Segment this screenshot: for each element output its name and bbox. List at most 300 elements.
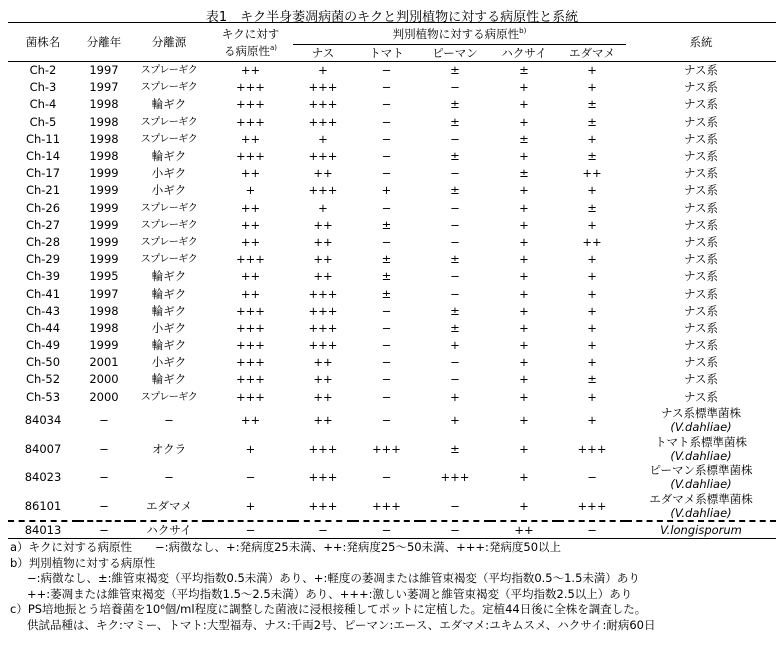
table-row [8, 182, 776, 199]
cell-tomato: − [381, 80, 392, 95]
cell-pepper: − [450, 372, 460, 387]
cell-chrysanthemum: +++ [236, 80, 265, 95]
cell-tomato: − [381, 372, 392, 387]
table-row [8, 131, 776, 148]
lineage-standard-name: エダマメ系標準菌株 [649, 491, 753, 506]
table-row [8, 371, 776, 388]
footnote-c-line2: 供試品種は、キク:マミー、トマト:大型福寿、ナス:千両2号、ピーマン:エース、エダマメ:ユキムスメ、ハクサイ:耐病60日 [27, 617, 656, 632]
cell-chinese-cabbage: + [519, 338, 529, 353]
header-strain: 菌株名 [25, 35, 61, 49]
cell-tomato: − [381, 97, 392, 112]
cell-eggplant: +++ [308, 441, 338, 456]
cell-strain: 84013 [8, 521, 78, 539]
cell-lineage [626, 521, 776, 539]
table-row [8, 389, 776, 406]
cell-chrysanthemum: +++ [236, 97, 265, 112]
cell-year: 1997 [89, 80, 119, 95]
table-row [8, 165, 776, 182]
pathogenicity-table [8, 22, 776, 539]
cell-tomato: − [381, 470, 392, 484]
cell-strain: Ch-50 [25, 355, 61, 370]
cell-tomato: − [353, 521, 420, 539]
cell-edamame: + [587, 80, 597, 95]
table-row [8, 285, 776, 302]
table-row [8, 251, 776, 268]
cell-edamame: ± [587, 114, 597, 129]
cell-edamame: − [558, 521, 626, 539]
cell-eggplant: ++ [313, 252, 333, 267]
cell-year: 1995 [89, 269, 119, 284]
cell-strain: Ch-5 [29, 114, 57, 129]
cell-edamame: + [587, 183, 597, 198]
cell-tomato: − [381, 338, 392, 353]
cell-tomato: − [381, 303, 392, 318]
lineage-species: (V.dahliae) [670, 477, 732, 491]
cell-chinese-cabbage: + [519, 80, 529, 95]
cell-chrysanthemum: − [245, 470, 256, 484]
cell-strain: Ch-29 [25, 252, 61, 267]
cell-edamame: + [587, 389, 597, 404]
cell-chinese-cabbage: + [519, 303, 529, 318]
cell-tomato: − [381, 149, 392, 164]
cell-lineage [626, 434, 776, 463]
cell-chrysanthemum: + [245, 183, 256, 198]
cell-chinese-cabbage: + [519, 441, 529, 456]
cell-edamame: + [587, 217, 597, 232]
cell-tomato: − [381, 166, 392, 181]
cell-pepper: − [450, 286, 460, 301]
table-row [8, 354, 776, 371]
cell-year: − [99, 498, 109, 513]
cell-tomato: − [381, 63, 392, 78]
cell-edamame: ± [587, 149, 597, 164]
lineage-standard-name: ピーマン系標準菌株 [649, 463, 753, 477]
cell-edamame: − [587, 470, 597, 484]
cell-chrysanthemum: ++ [240, 269, 261, 284]
cell-chinese-cabbage: ± [519, 131, 529, 146]
table-row [8, 217, 776, 234]
cell-lineage: ナス系 [683, 303, 719, 318]
table-row [8, 79, 776, 96]
cell-lineage: ナス系 [683, 234, 719, 249]
cell-lineage: ナス系 [683, 63, 719, 78]
cell-year: 1997 [89, 286, 119, 301]
cell-pepper: + [450, 389, 460, 404]
cell-edamame: + [587, 303, 597, 318]
cell-source: スプレーギク [140, 133, 198, 145]
cell-lineage: ナス系 [683, 355, 719, 370]
cell-chrysanthemum: ++ [240, 234, 261, 249]
cell-eggplant: +++ [308, 320, 338, 335]
cell-pepper: ± [450, 303, 460, 318]
cell-eggplant: +++ [308, 498, 338, 513]
cell-tomato: ± [381, 286, 392, 301]
cell-source: 輪ギク [151, 269, 187, 284]
cell-year: 2000 [89, 389, 119, 404]
cell-lineage: ナス系 [683, 286, 719, 301]
cell-tomato: ± [381, 252, 392, 267]
cell-chrysanthemum: + [245, 441, 256, 456]
cell-pepper: ± [450, 320, 460, 335]
cell-source: スプレーギク [140, 236, 198, 248]
header-tomato: トマト [369, 46, 404, 60]
header-source: 分離源 [151, 35, 187, 49]
header-row-1 [8, 23, 776, 45]
cell-source: 小ギク [151, 183, 187, 198]
table-row [8, 234, 776, 251]
table-row [8, 303, 776, 320]
footnote-c-line1: c）PS培地振とう培養菌を10⁶個/ml程度に調整した菌液に浸根接種してポットに定植した。定植44日後に全株を調査した。 [10, 602, 647, 616]
cell-source: 輪ギク [151, 97, 187, 112]
cell-chrysanthemum: + [245, 498, 256, 513]
footnote-marker-b: b) [519, 26, 527, 35]
cell-eggplant: ++ [313, 217, 333, 232]
cell-edamame: + [587, 269, 597, 284]
cell-eggplant: − [293, 521, 353, 539]
cell-pepper: − [450, 200, 460, 215]
cell-pepper: − [450, 498, 460, 513]
cell-year: 1998 [89, 114, 119, 129]
cell-source: − [164, 470, 174, 484]
cell-edamame: +++ [577, 498, 607, 513]
cell-strain: Ch-44 [25, 320, 61, 335]
cell-chrysanthemum: ++ [240, 200, 261, 215]
cell-edamame: +++ [577, 441, 607, 456]
cell-chinese-cabbage: + [519, 200, 529, 215]
cell-chinese-cabbage: + [519, 320, 529, 335]
cell-source: エダマメ [146, 498, 192, 513]
cell-pepper: − [450, 269, 460, 284]
header-lineage: 系統 [689, 35, 713, 49]
standard-strain-row [8, 491, 776, 521]
cell-chrysanthemum: +++ [236, 114, 265, 129]
footnotes [10, 540, 780, 633]
table-row [8, 96, 776, 113]
cell-eggplant: +++ [308, 114, 338, 129]
reference-strain-row [8, 521, 776, 539]
cell-edamame: + [587, 355, 597, 370]
cell-edamame: + [587, 131, 597, 146]
cell-lineage: ナス系 [683, 97, 719, 112]
cell-eggplant: +++ [308, 149, 338, 164]
cell-chrysanthemum: ++ [240, 413, 261, 427]
cell-chrysanthemum: +++ [236, 252, 265, 267]
table-row [8, 200, 776, 217]
cell-eggplant: + [318, 200, 328, 215]
header-eggplant: ナス [311, 46, 335, 60]
footnote-b-line1: −:病徴なし、±:維管束褐変（平均指数0.5未満）あり、+:軽度の萎凋または維管束褐変（平均指数0.5〜1.5未満）あり [27, 571, 640, 585]
table-row [8, 320, 776, 337]
cell-chinese-cabbage: + [519, 269, 529, 284]
cell-lineage: ナス系 [683, 320, 719, 335]
cell-eggplant: ++ [313, 166, 333, 181]
cell-strain: Ch-4 [29, 97, 57, 112]
cell-lineage: ナス系 [683, 252, 719, 267]
cell-chinese-cabbage: + [519, 355, 529, 370]
cell-edamame: ± [587, 200, 597, 215]
cell-lineage: ナス系 [683, 372, 719, 387]
cell-chinese-cabbage: + [519, 470, 529, 484]
cell-chinese-cabbage: + [519, 389, 529, 404]
cell-eggplant: ++ [313, 372, 333, 387]
cell-chinese-cabbage: + [519, 286, 529, 301]
cell-lineage: ナス系 [683, 389, 719, 404]
lineage-species: V.longisporum [660, 522, 742, 537]
cell-edamame: ++ [582, 234, 602, 249]
cell-year: 1999 [89, 338, 119, 353]
cell-eggplant: +++ [308, 97, 338, 112]
cell-chinese-cabbage: + [519, 372, 529, 387]
cell-lineage: ナス系 [683, 338, 719, 353]
cell-year: 2000 [89, 372, 119, 387]
standard-strain-row [8, 463, 776, 492]
cell-eggplant: ++ [313, 355, 333, 370]
cell-strain: Ch-43 [25, 303, 61, 318]
cell-pepper: − [450, 166, 460, 181]
cell-tomato: ± [381, 269, 392, 284]
cell-eggplant: +++ [308, 470, 338, 484]
cell-source: スプレーギク [140, 82, 198, 94]
cell-year: 1999 [89, 183, 119, 198]
cell-strain: Ch-14 [25, 149, 61, 164]
table-row [8, 62, 776, 80]
header-pepper: ピーマン [432, 46, 478, 60]
cell-source: 小ギク [151, 355, 187, 370]
cell-year: 1998 [89, 303, 119, 318]
cell-strain: 84023 [24, 470, 62, 484]
cell-eggplant: ++ [313, 269, 333, 284]
cell-year: 1999 [89, 166, 119, 181]
cell-tomato: − [381, 200, 392, 215]
cell-edamame: ± [587, 97, 597, 112]
cell-lineage [626, 463, 776, 492]
cell-tomato: − [381, 114, 392, 129]
cell-source: スプレーギク [140, 219, 198, 231]
cell-year: 2001 [89, 355, 119, 370]
cell-chrysanthemum: +++ [236, 320, 265, 335]
cell-chrysanthemum: +++ [236, 372, 265, 387]
cell-lineage: ナス系 [683, 183, 719, 198]
cell-strain: Ch-26 [25, 200, 61, 215]
cell-strain: Ch-11 [25, 131, 61, 146]
cell-tomato: + [381, 183, 392, 198]
cell-pepper: + [450, 338, 460, 353]
cell-chrysanthemum: ++ [240, 286, 261, 301]
cell-strain: 84007 [24, 441, 62, 456]
cell-eggplant: +++ [308, 338, 338, 353]
cell-chinese-cabbage: + [519, 217, 529, 232]
cell-chrysanthemum: +++ [236, 355, 265, 370]
cell-chinese-cabbage: + [519, 149, 529, 164]
cell-pepper: + [450, 413, 460, 427]
table-row [8, 337, 776, 354]
table-body [8, 62, 776, 539]
header-differential-label: 判別植物に対する病原性 [392, 26, 520, 41]
cell-year: 1999 [89, 252, 119, 267]
cell-strain: Ch-21 [25, 183, 61, 198]
cell-eggplant: +++ [308, 286, 338, 301]
cell-tomato: − [381, 413, 392, 427]
cell-eggplant: ++ [313, 389, 333, 404]
cell-edamame: ± [587, 372, 597, 387]
cell-year: − [99, 441, 109, 456]
cell-chinese-cabbage: + [519, 413, 529, 427]
cell-lineage: ナス系 [683, 200, 719, 215]
cell-eggplant: ++ [313, 234, 333, 249]
lineage-species: (V.dahliae) [670, 505, 732, 520]
cell-source: 輪ギク [151, 149, 187, 164]
cell-year: − [78, 521, 130, 539]
cell-year: 1997 [89, 63, 119, 78]
cell-strain: 84034 [24, 413, 62, 427]
cell-edamame: + [587, 252, 597, 267]
cell-strain: Ch-17 [25, 166, 61, 181]
cell-strain: Ch-41 [25, 286, 61, 301]
cell-tomato: − [381, 320, 392, 335]
cell-pepper: ± [450, 183, 460, 198]
cell-source: スプレーギク [140, 116, 198, 128]
cell-source: スプレーギク [140, 202, 198, 214]
cell-edamame: + [587, 286, 597, 301]
cell-lineage [626, 406, 776, 435]
cell-source: 輪ギク [151, 372, 187, 387]
cell-source: 輪ギク [151, 286, 187, 301]
lineage-species: (V.dahliae) [670, 420, 732, 434]
cell-lineage: ナス系 [683, 269, 719, 284]
cell-source: − [164, 413, 174, 427]
lineage-standard-name: ナス系標準菌株 [660, 406, 742, 420]
header-chinese-cabbage: ハクサイ [501, 46, 547, 60]
cell-source: 輪ギク [151, 303, 187, 318]
cell-strain: 86101 [24, 498, 62, 513]
cell-chrysanthemum: ++ [240, 63, 261, 78]
table-row [8, 114, 776, 131]
cell-eggplant: + [318, 63, 328, 78]
cell-source: スプレーギク [140, 65, 198, 77]
cell-source: スプレーギク [140, 391, 198, 403]
cell-tomato: − [381, 389, 392, 404]
cell-source: 小ギク [151, 320, 187, 335]
cell-lineage [626, 491, 776, 521]
header-edamame: エダマメ [569, 46, 615, 60]
cell-chrysanthemum: ++ [240, 217, 261, 232]
cell-pepper: ± [450, 252, 460, 267]
cell-chinese-cabbage: + [519, 252, 529, 267]
cell-strain: Ch-49 [25, 338, 61, 353]
cell-pepper: − [450, 80, 460, 95]
cell-chinese-cabbage: + [519, 114, 529, 129]
lineage-standard-name: トマト系標準菌株 [655, 434, 748, 449]
cell-source: ハクサイ [130, 521, 208, 539]
cell-year: 1998 [89, 131, 119, 146]
cell-edamame: + [587, 413, 597, 427]
standard-strain-row [8, 406, 776, 435]
footnote-b-line2: ++:萎凋または維管束褐変（平均指数1.5〜2.5未満）あり、+++:激しい萎凋と維管束褐変（平均指数2.5以上）あり [27, 586, 633, 601]
cell-pepper: ± [450, 149, 460, 164]
cell-year: 1998 [89, 320, 119, 335]
cell-lineage: ナス系 [683, 217, 719, 232]
cell-chinese-cabbage: + [519, 498, 529, 513]
header-differential [293, 23, 626, 45]
cell-pepper: ± [450, 441, 460, 456]
cell-pepper: ± [450, 97, 460, 112]
cell-strain: Ch-3 [29, 80, 57, 95]
header-year: 分離年 [86, 35, 122, 49]
cell-chrysanthemum: − [208, 521, 293, 539]
cell-tomato: +++ [372, 441, 401, 456]
cell-chrysanthemum: ++ [240, 166, 261, 181]
cell-pepper: ± [450, 63, 460, 78]
cell-chinese-cabbage: + [519, 183, 529, 198]
cell-eggplant: +++ [308, 183, 338, 198]
cell-eggplant: ++ [313, 413, 333, 427]
cell-chrysanthemum: +++ [236, 389, 265, 404]
cell-year: 1998 [89, 97, 119, 112]
cell-strain: Ch-28 [25, 234, 61, 249]
cell-chinese-cabbage: + [519, 234, 529, 249]
cell-strain: Ch-27 [25, 217, 61, 232]
header-chrysanthemum-pathogenicity [208, 23, 293, 62]
table-row [8, 148, 776, 165]
cell-tomato: − [381, 234, 392, 249]
cell-pepper: − [450, 355, 460, 370]
cell-strain: Ch-53 [25, 389, 61, 404]
cell-edamame: + [587, 63, 597, 78]
cell-tomato: − [381, 355, 392, 370]
cell-pepper: − [450, 217, 460, 232]
cell-chrysanthemum: ++ [240, 131, 261, 146]
footnote-a: a）キクに対する病原性 −:病徴なし、+:発病度25未満、++:発病度25〜50未満、+++:発病度50以上 [10, 540, 562, 554]
cell-chinese-cabbage: ± [519, 63, 529, 78]
cell-eggplant: +++ [308, 80, 338, 95]
cell-lineage: ナス系 [683, 114, 719, 129]
cell-chinese-cabbage: ± [519, 166, 529, 181]
table-title: 表1 キク半身萎凋病菌のキクと判別植物に対する病原性と系統 [205, 10, 579, 25]
table-row [8, 268, 776, 285]
cell-tomato: +++ [372, 498, 401, 513]
cell-chrysanthemum: +++ [236, 303, 265, 318]
cell-eggplant: + [318, 131, 328, 146]
cell-lineage: ナス系 [683, 131, 719, 146]
cell-tomato: − [381, 131, 392, 146]
cell-chinese-cabbage: ++ [490, 521, 558, 539]
cell-pepper: − [420, 521, 490, 539]
cell-tomato: ± [381, 217, 392, 232]
cell-source: スプレーギク [140, 254, 198, 266]
cell-year: 1999 [89, 234, 119, 249]
cell-edamame: ++ [582, 166, 602, 181]
cell-edamame: + [587, 320, 597, 335]
cell-chinese-cabbage: + [519, 97, 529, 112]
standard-strain-row [8, 434, 776, 463]
cell-source: 輪ギク [151, 338, 187, 353]
cell-year: 1999 [89, 200, 119, 215]
cell-pepper: +++ [440, 470, 470, 484]
cell-strain: Ch-2 [29, 63, 57, 78]
cell-lineage: ナス系 [683, 166, 719, 181]
cell-pepper: − [450, 131, 460, 146]
cell-strain: Ch-52 [25, 372, 61, 387]
cell-pepper: − [450, 234, 460, 249]
lineage-species: (V.dahliae) [670, 448, 732, 463]
cell-eggplant: +++ [308, 303, 338, 318]
cell-year: 1998 [89, 149, 119, 164]
cell-source: 小ギク [151, 166, 187, 181]
cell-source: オクラ [151, 441, 187, 456]
cell-lineage: ナス系 [683, 80, 719, 95]
header-chrysanthemum-line2: る病原性 [223, 43, 270, 58]
cell-year: − [99, 470, 109, 484]
